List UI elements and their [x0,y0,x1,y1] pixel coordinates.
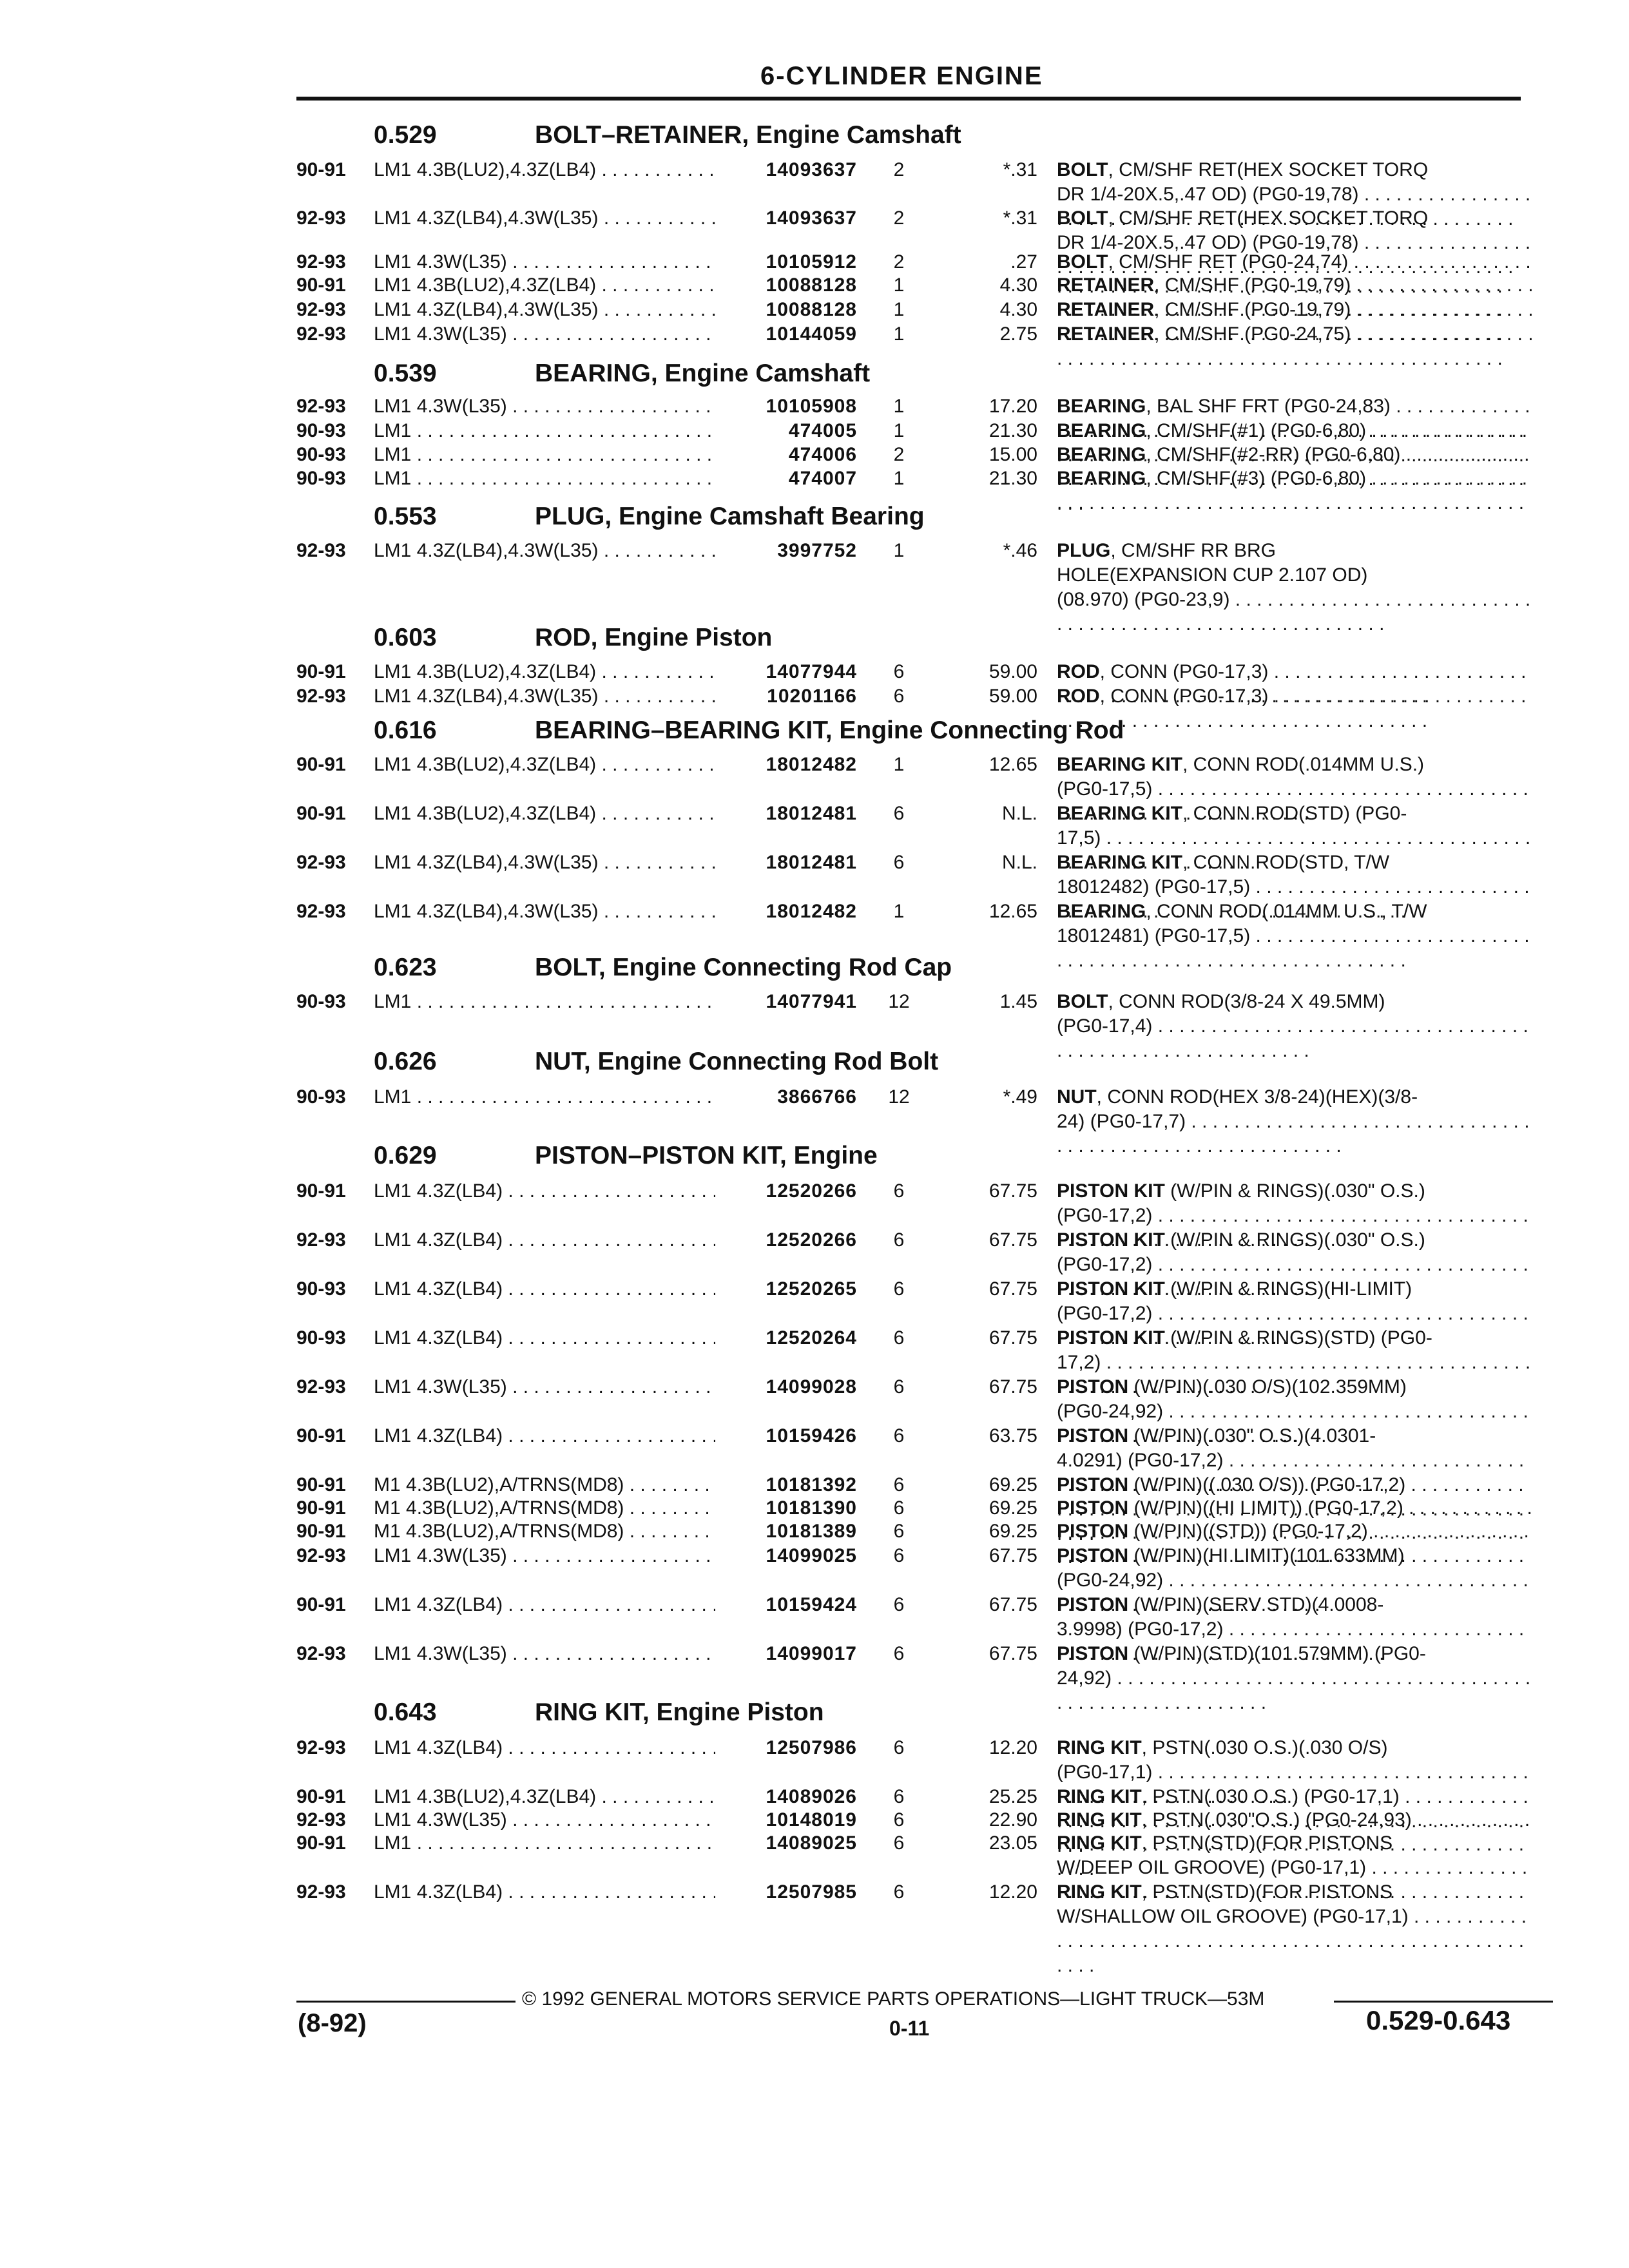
vehicle-model: M1 4.3B(LU2),A/TRNS(MD8) . . . [374,1519,715,1544]
part-name: BOLT [1057,991,1108,1012]
part-name: RING KIT [1057,1809,1142,1831]
part-number: 10088128 [715,273,857,298]
part-number: 18012481 [715,802,857,826]
section-number: 0.626 [374,1048,437,1075]
part-detail: , CONN (PG0-17,3) [1099,661,1269,682]
part-detail: , PSTN(STD)(FOR PISTONS W/SHALLOW OIL GROOVE) (PG0-17,1) [1057,1881,1409,1927]
part-detail: , CM/SHF (PG0-19,79) [1154,299,1351,320]
part-name: RETAINER [1057,299,1155,320]
vehicle-model: LM1 4.3Z(LB4) . . . [374,1326,715,1350]
section-header [374,624,772,652]
part-name: PISTON [1057,1376,1129,1398]
part-number: 10105908 [715,394,857,419]
part-name: RING KIT [1057,1832,1142,1854]
model-years: 90-91 [296,1497,346,1519]
part-number: 10159426 [715,1424,857,1448]
vehicle-model: LM1 4.3Z(LB4) . . . [374,1179,715,1204]
part-number: 10181392 [715,1473,857,1497]
quantity: 6 [893,1425,905,1446]
part-name: BEARING KIT [1057,852,1182,873]
part-name: PISTON [1057,1497,1129,1519]
part-description [1057,684,1534,733]
section-number: 0.643 [374,1698,437,1726]
header-rule [296,97,1521,101]
part-name: BEARING [1057,444,1146,465]
quantity: 6 [893,1521,905,1542]
part-number: 14093637 [715,158,857,182]
quantity: 1 [893,901,905,922]
model-years: 92-93 [296,396,346,417]
price: 69.25 [988,1521,1037,1542]
quantity: 12 [888,991,910,1012]
quantity: 1 [893,274,905,296]
part-name: BOLT [1057,159,1108,180]
price: 67.75 [988,1594,1037,1615]
vehicle-model: LM1 4.3B(LU2),4.3Z(LB4) . . . [374,753,715,777]
quantity: 6 [893,1278,905,1300]
vehicle-model: LM1 4.3Z(LB4),4.3W(L35) . . . [374,539,715,563]
part-number: 10201166 [715,684,857,709]
vehicle-model: LM1 4.3W(L35) . . . [374,250,715,274]
section-title: RING KIT, Engine Piston [535,1698,824,1726]
quantity: 6 [893,1376,905,1398]
part-number: 14099017 [715,1642,857,1666]
part-description [1057,1642,1534,1715]
vehicle-model: LM1 4.3W(L35) . . . [374,1544,715,1568]
model-years: 92-93 [296,1737,346,1758]
model-years: 90-93 [296,1327,346,1349]
part-name: BEARING [1057,468,1146,489]
vehicle-model: LM1 4.3Z(LB4),4.3W(L35) . . . [374,850,715,875]
price: 2.75 [999,323,1037,345]
part-name: PISTON KIT [1057,1229,1165,1251]
quantity: 6 [893,1786,905,1807]
price: 17.20 [988,396,1037,417]
model-years: 92-93 [296,1881,346,1903]
part-name: NUT [1057,1086,1097,1108]
quantity: 6 [893,1474,905,1495]
quantity: 6 [893,1643,905,1664]
quantity: 6 [893,1545,905,1566]
part-detail: (W/PIN)((STD)) (PG0-17,2) [1128,1521,1368,1542]
part-detail: (W/PIN)(SERV STD)(4.0008- 3.9998) (PG0-17,2) [1057,1594,1384,1640]
vehicle-model: LM1 4.3B(LU2),4.3Z(LB4) . . . [374,802,715,826]
vehicle-model: LM1 . . . [374,1831,715,1856]
part-name: PISTON [1057,1521,1129,1542]
model-years: 92-93 [296,1229,346,1251]
quantity: 6 [893,1327,905,1349]
model-years: 90-91 [296,661,346,682]
quantity: 6 [893,1497,905,1519]
vehicle-model: LM1 4.3Z(LB4) . . . [374,1736,715,1760]
quantity: 6 [893,686,905,707]
section-title: BEARING–BEARING KIT, Engine Connecting Rod [535,716,1124,744]
price: 67.75 [988,1545,1037,1566]
quantity: 6 [893,1229,905,1251]
part-name: PISTON [1057,1545,1129,1566]
vehicle-model: LM1 4.3Z(LB4) . . . [374,1228,715,1253]
part-description [1057,1880,1534,1978]
price: 21.30 [988,468,1037,489]
part-name: PISTON [1057,1425,1129,1446]
price: 67.75 [988,1278,1037,1300]
part-number: 12507986 [715,1736,857,1760]
part-number: 12507985 [715,1880,857,1905]
section-title: NUT, Engine Connecting Rod Bolt [535,1048,939,1075]
model-years: 92-93 [296,1809,346,1831]
part-name: RING KIT [1057,1786,1142,1807]
quantity: 2 [893,251,905,273]
price: 25.25 [988,1786,1037,1807]
price: 69.25 [988,1474,1037,1495]
part-detail: , CM/SHF RR BRG HOLE(EXPANSION CUP 2.107 OD) (08.970) (PG0-23,9) [1057,540,1368,610]
vehicle-model: LM1 4.3B(LU2),4.3Z(LB4) . . . [374,158,715,182]
part-number: 14099025 [715,1544,857,1568]
section-header [374,716,1124,745]
part-name: RETAINER [1057,323,1155,345]
part-number: 10088128 [715,298,857,322]
part-detail: , CONN (PG0-17,3) [1099,686,1269,707]
vehicle-model: LM1 4.3Z(LB4) . . . [374,1880,715,1905]
vehicle-model: LM1 4.3Z(LB4) . . . [374,1424,715,1448]
model-years: 90-91 [296,1786,346,1807]
price: 67.75 [988,1643,1037,1664]
section-number: 0.539 [374,360,437,387]
vehicle-model: LM1 4.3Z(LB4) . . . [374,1277,715,1302]
part-number: 474005 [715,419,857,443]
part-detail: (W/PIN)(.030 O/S)(102.359MM) (PG0-24,92) [1057,1376,1407,1422]
price: 67.75 [988,1327,1037,1349]
price: 21.30 [988,420,1037,441]
quantity: 6 [893,852,905,873]
part-detail: , CONN ROD(.014MM U.S., T/W 18012481) (PG0-17,5) [1057,901,1427,947]
price: N.L. [1001,852,1037,873]
part-description [1057,466,1534,515]
part-number: 12520265 [715,1277,857,1302]
part-number: 10181390 [715,1496,857,1521]
quantity: 12 [888,1086,910,1108]
part-name: RING KIT [1057,1881,1142,1903]
quantity: 2 [893,207,905,229]
quantity: 2 [893,159,905,180]
part-description [1057,322,1534,371]
part-detail: , CONN ROD(.014MM U.S.) (PG0-17,5) [1057,754,1425,800]
part-number: 474006 [715,443,857,467]
part-number: 12520266 [715,1228,857,1253]
model-years: 90-93 [296,1278,346,1300]
quantity: 6 [893,1737,905,1758]
price: 67.75 [988,1180,1037,1202]
footer-rule-left [296,2001,516,2003]
part-number: 10105912 [715,250,857,274]
price: *.31 [1003,159,1037,180]
section-header [374,121,961,149]
price: 23.05 [988,1832,1037,1854]
model-years: 90-91 [296,1180,346,1202]
section-number: 0.603 [374,624,437,651]
vehicle-model: M1 4.3B(LU2),A/TRNS(MD8) . . . [374,1496,715,1521]
part-detail: , PSTN(.030 O.S.)(.030 O/S) (PG0-17,1) [1057,1737,1388,1783]
part-detail: , CM/SHF RET (PG0-24,74) [1108,251,1349,273]
part-name: ROD [1057,661,1100,682]
model-years: 90-91 [296,1425,346,1446]
model-years: 92-93 [296,299,346,320]
vehicle-model: LM1 4.3W(L35) . . . [374,1642,715,1666]
vehicle-model: LM1 . . . [374,1085,715,1110]
vehicle-model: LM1 4.3W(L35) . . . [374,394,715,419]
page-number: 0-11 [889,2017,930,2040]
part-name: ROD [1057,686,1100,707]
model-years: 92-93 [296,852,346,873]
quantity: 1 [893,754,905,775]
price: 12.20 [988,1881,1037,1903]
section-header [374,503,925,531]
vehicle-model: LM1 4.3B(LU2),4.3Z(LB4) . . . [374,273,715,298]
price: 15.00 [988,444,1037,465]
model-years: 90-93 [296,991,346,1012]
quantity: 6 [893,1881,905,1903]
model-years: 90-93 [296,468,346,489]
price: 59.00 [988,661,1037,682]
part-name: PLUG [1057,540,1111,561]
part-description [1057,990,1534,1063]
part-name: BEARING KIT [1057,803,1182,824]
part-name: PISTON [1057,1594,1129,1615]
part-detail: , PSTN(.030"O.S.) (PG0-24,93) [1141,1809,1412,1831]
part-name: BEARING [1057,901,1146,922]
part-detail: (W/PIN)(STD)(101.579MM) (PG0- 24,92) [1057,1643,1426,1689]
quantity: 1 [893,396,905,417]
section-header [374,360,870,388]
section-range: 0.529-0.643 [1366,2005,1511,2035]
section-title: BOLT, Engine Connecting Rod Cap [535,954,952,981]
price: 1.45 [999,991,1037,1012]
part-number: 18012482 [715,899,857,924]
price: 69.25 [988,1497,1037,1519]
price: *.49 [1003,1086,1037,1108]
quantity: 1 [893,420,905,441]
part-number: 14077944 [715,660,857,684]
quantity: 6 [893,1594,905,1615]
part-detail: , CONN ROD(STD, T/W 18012482) (PG0-17,5) [1057,852,1390,898]
revision-date: (8-92) [298,2009,367,2037]
part-detail: , CM/SHF (PG0-19,79) [1154,274,1351,296]
vehicle-model: M1 4.3B(LU2),A/TRNS(MD8) . . . [374,1473,715,1497]
part-detail: , CM/SHF RET(HEX SOCKET TORQ DR 1/4-20X.5,.47 OD) (PG0-19,78) [1057,159,1429,205]
vehicle-model: LM1 . . . [374,419,715,443]
model-years: 90-91 [296,1594,346,1615]
part-detail: , CM/SHF RET(HEX SOCKET TORQ DR 1/4-20X.5,.47 OD) (PG0-19,78) [1057,207,1429,253]
price: .27 [1010,251,1037,273]
vehicle-model: LM1 4.3Z(LB4) . . . [374,1593,715,1617]
part-number: 18012481 [715,850,857,875]
vehicle-model: LM1 4.3W(L35) . . . [374,1375,715,1399]
part-name: PISTON [1057,1643,1129,1664]
price: *.46 [1003,540,1037,561]
price: 12.65 [988,901,1037,922]
section-title: PLUG, Engine Camshaft Bearing [535,503,925,530]
quantity: 6 [893,1180,905,1202]
model-years: 92-93 [296,1376,346,1398]
part-detail: , PSTN(STD)(FOR PISTONS W/DEEP OIL GROOVE) (PG0-17,1) [1057,1832,1393,1878]
part-detail: , CM/SHF(#2-RR) (PG0-6,80) [1146,444,1401,465]
footer-rule-right [1334,2001,1553,2003]
section-header [374,1698,824,1727]
vehicle-model: LM1 4.3W(L35) . . . [374,322,715,347]
part-number: 10159424 [715,1593,857,1617]
part-detail: , CONN ROD(HEX 3/8-24)(HEX)(3/8- 24) (PG0-17,7) [1057,1086,1418,1132]
section-number: 0.529 [374,121,437,149]
section-title: PISTON–PISTON KIT, Engine [535,1142,878,1169]
part-description [1057,1085,1534,1158]
page-title: 6-CYLINDER ENGINE [760,62,1043,90]
part-number: 14093637 [715,206,857,231]
section-number: 0.623 [374,954,437,981]
section-header [374,954,952,982]
part-number: 3997752 [715,539,857,563]
model-years: 90-91 [296,1832,346,1854]
model-years: 90-93 [296,1086,346,1108]
price: 22.90 [988,1809,1037,1831]
model-years: 90-93 [296,420,346,441]
part-detail: (W/PIN)(.030" O.S.)(4.0301- 4.0291) (PG0-17,2) [1057,1425,1376,1471]
quantity: 1 [893,299,905,320]
part-description [1057,539,1534,637]
section-title: ROD, Engine Piston [535,624,773,651]
model-years: 92-93 [296,251,346,273]
vehicle-model: LM1 4.3Z(LB4),4.3W(L35) . . . [374,684,715,709]
part-number: 14099028 [715,1375,857,1399]
part-number: 10148019 [715,1808,857,1832]
vehicle-model: LM1 4.3B(LU2),4.3Z(LB4) . . . [374,660,715,684]
model-years: 92-93 [296,1545,346,1566]
part-number: 14089026 [715,1785,857,1809]
part-detail: (W/PIN & RINGS)(.030" O.S.) (PG0-17,2) [1057,1229,1425,1275]
vehicle-model: LM1 . . . [374,466,715,491]
model-years: 92-93 [296,540,346,561]
part-name: PISTON [1057,1474,1129,1495]
price: 12.20 [988,1737,1037,1758]
vehicle-model: LM1 . . . [374,443,715,467]
model-years: 90-91 [296,274,346,296]
part-number: 14077941 [715,990,857,1014]
part-name: BEARING KIT [1057,754,1182,775]
price: 4.30 [999,299,1037,320]
section-number: 0.616 [374,716,437,744]
part-number: 10181389 [715,1519,857,1544]
price: *.31 [1003,207,1037,229]
part-number: 10144059 [715,322,857,347]
part-description [1057,899,1534,973]
part-detail: , CONN ROD(STD) (PG0- 17,5) [1057,803,1407,849]
model-years: 90-93 [296,444,346,465]
section-number: 0.629 [374,1142,437,1169]
part-number: 14089025 [715,1831,857,1856]
part-number: 474007 [715,466,857,491]
section-title: BOLT–RETAINER, Engine Camshaft [535,121,961,149]
vehicle-model: LM1 . . . [374,990,715,1014]
price: 4.30 [999,274,1037,296]
quantity: 6 [893,1809,905,1831]
part-detail: (W/PIN)((.030 O/S)) (PG0-17,2) [1128,1474,1406,1495]
price: N.L. [1001,803,1037,824]
copyright-notice: © 1992 GENERAL MOTORS SERVICE PARTS OPERATIONS—LIGHT TRUCK—53M [522,1988,1265,2010]
section-title: BEARING, Engine Camshaft [535,360,871,387]
model-years: 90-91 [296,159,346,180]
part-name: PISTON KIT [1057,1327,1165,1349]
part-detail: , CM/SHF(#1) (PG0-6,80) [1146,420,1367,441]
price: 67.75 [988,1376,1037,1398]
model-years: 92-93 [296,1643,346,1664]
part-number: 12520266 [715,1179,857,1204]
quantity: 6 [893,661,905,682]
part-detail: (W/PIN)(HI LIMIT)(101.633MM) (PG0-24,92) [1057,1545,1405,1591]
part-name: BOLT [1057,207,1108,229]
vehicle-model: LM1 4.3Z(LB4),4.3W(L35) . . . [374,899,715,924]
part-number: 18012482 [715,753,857,777]
model-years: 92-93 [296,207,346,229]
price: 12.65 [988,754,1037,775]
part-name: PISTON KIT [1057,1180,1165,1202]
part-detail: , CM/SHF(#3) (PG0-6,80) [1146,468,1367,489]
part-detail: , BAL SHF FRT (PG0-24,83) [1146,396,1391,417]
vehicle-model: LM1 4.3W(L35) . . . [374,1808,715,1832]
model-years: 92-93 [296,901,346,922]
price: 59.00 [988,686,1037,707]
price: 67.75 [988,1229,1037,1251]
part-detail: , PSTN(.030 O.S.) (PG0-17,1) [1141,1786,1400,1807]
vehicle-model: LM1 4.3B(LU2),4.3Z(LB4) . . . [374,1785,715,1809]
part-name: BOLT [1057,251,1108,273]
part-name: PISTON KIT [1057,1278,1165,1300]
section-header [374,1142,878,1170]
part-name: RING KIT [1057,1737,1142,1758]
part-number: 12520264 [715,1326,857,1350]
quantity: 6 [893,1832,905,1854]
section-number: 0.553 [374,503,437,530]
model-years: 90-91 [296,803,346,824]
quantity: 6 [893,803,905,824]
vehicle-model: LM1 4.3Z(LB4),4.3W(L35) . . . [374,206,715,231]
part-name: BEARING [1057,396,1146,417]
model-years: 90-91 [296,1474,346,1495]
model-years: 90-91 [296,1521,346,1542]
part-detail: (W/PIN & RINGS)(STD) (PG0- 17,2) [1057,1327,1432,1373]
part-detail: , CM/SHF (PG0-24,75) [1154,323,1351,345]
part-detail: , CONN ROD(3/8-24 X 49.5MM) (PG0-17,4) [1057,991,1385,1037]
model-years: 92-93 [296,323,346,345]
part-name: RETAINER [1057,274,1155,296]
model-years: 92-93 [296,686,346,707]
section-header [374,1048,938,1076]
part-detail: (W/PIN & RINGS)(HI-LIMIT) (PG0-17,2) [1057,1278,1412,1324]
price: 63.75 [988,1425,1037,1446]
part-detail: (W/PIN)((HI LIMIT)) (PG0-17,2) [1128,1497,1403,1519]
quantity: 1 [893,540,905,561]
part-number: 3866766 [715,1085,857,1110]
quantity: 2 [893,444,905,465]
part-name: BEARING [1057,420,1146,441]
quantity: 1 [893,468,905,489]
part-detail: (W/PIN & RINGS)(.030" O.S.) (PG0-17,2) [1057,1180,1425,1226]
model-years: 90-91 [296,754,346,775]
quantity: 1 [893,323,905,345]
vehicle-model: LM1 4.3Z(LB4),4.3W(L35) . . . [374,298,715,322]
